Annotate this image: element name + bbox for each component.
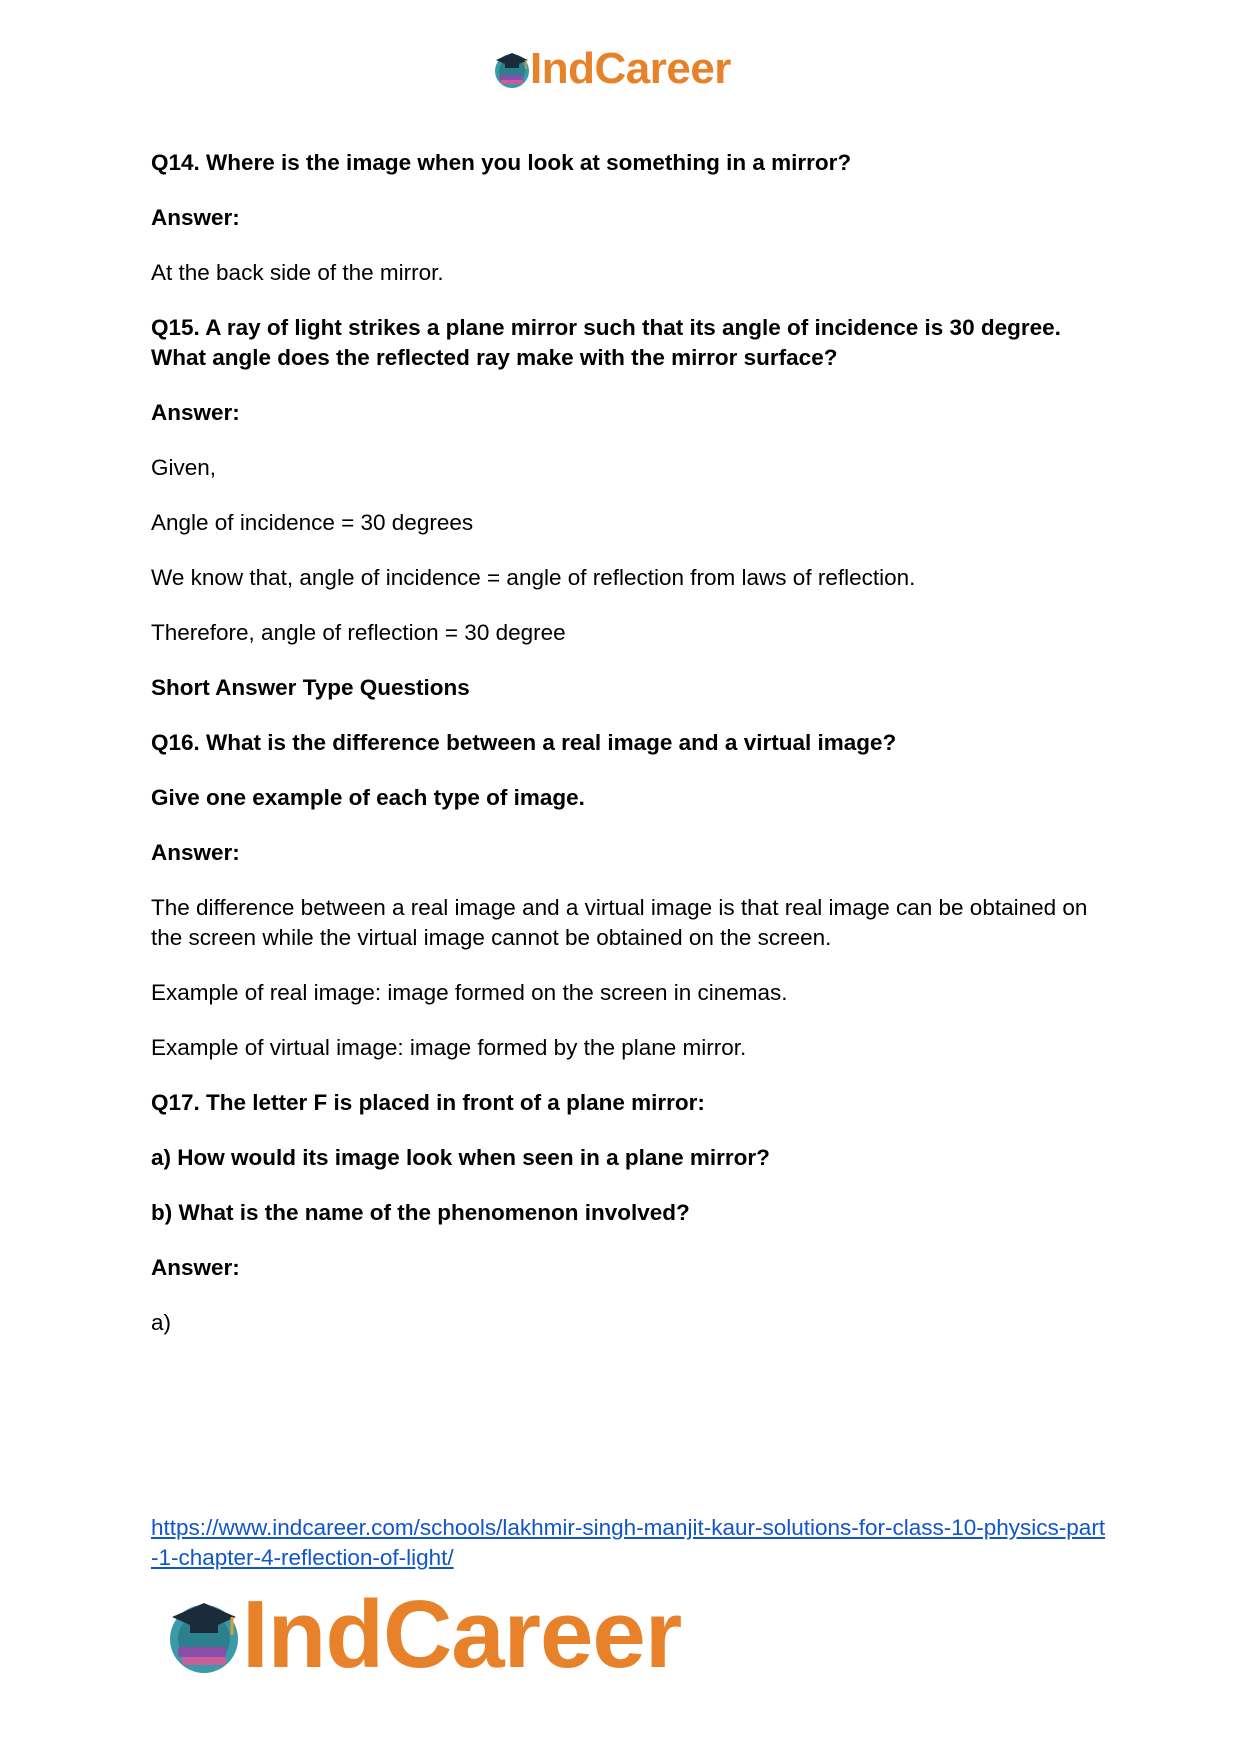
heading-text: Give one example of each type of image. [151,785,585,810]
body-text: Example of virtual image: image formed by the plane mirror. [151,1035,747,1060]
graduation-cap-books-icon [160,1591,248,1679]
heading-text: Q17. The letter F is placed in front of a plane mirror: [151,1090,705,1115]
heading-text: a) How would its image look when seen in a plane mirror? [151,1145,770,1170]
source-link[interactable]: https://www.indcareer.com/schools/lakhmir-singh-manjit-kaur-solutions-for-class-10-physics-part-1-chapter-4-reflection-of-light/ [151,1515,1106,1570]
body-text: Example of real image: image formed on the screen in cinemas. [151,980,788,1005]
heading-text: Short Answer Type Questions [151,675,470,700]
body-text: Given, [151,455,217,480]
heading-text: Q14. Where is the image when you look at something in a mirror? [151,150,852,175]
heading-text: b) What is the name of the phenomenon involved? [151,1200,690,1225]
body-text: Angle of incidence = 30 degrees [151,510,474,535]
header-logo [490,44,760,94]
heading-text: Answer: [151,205,240,230]
logo-text: IndCareer [530,44,731,93]
body-text: We know that, angle of incidence = angle of reflection from laws of reflection. [151,565,916,590]
body-text: The difference between a real image and a virtual image is that real image can be obtained on the screen while the virtual image cannot be obtained on the screen. [151,895,1088,950]
footer-logo [160,1580,720,1690]
heading-text: Answer: [151,840,240,865]
heading-text: Answer: [151,400,240,425]
body-text: At the back side of the mirror. [151,260,444,285]
heading-text: Answer: [151,1255,240,1280]
body-text: a) [151,1310,172,1335]
logo-text: IndCareer [242,1581,682,1688]
document-body [151,148,1101,1338]
body-text: Therefore, angle of reflection = 30 degree [151,620,566,645]
graduation-cap-books-icon [490,47,534,91]
heading-text: Q15. A ray of light strikes a plane mirror such that its angle of incidence is 30 degree. What angle does the reflected ray make with the mirror surface? [151,315,1061,370]
heading-text: Q16. What is the difference between a real image and a virtual image? [151,730,897,755]
